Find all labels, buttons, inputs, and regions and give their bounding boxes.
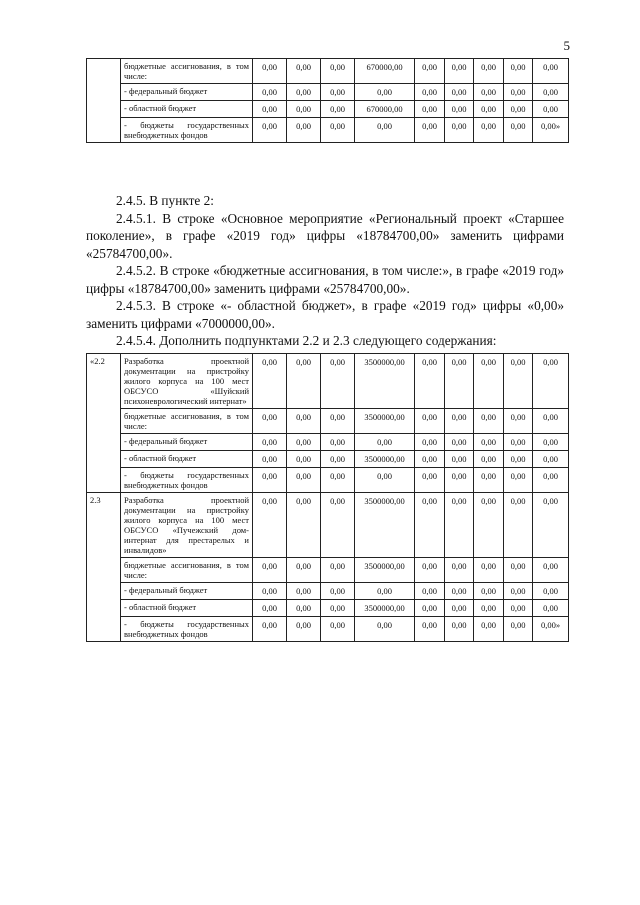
amount-cell: 0,00 <box>253 84 287 101</box>
amount-cell: 0,00 <box>474 101 504 118</box>
amount-cell: 0,00 <box>321 354 355 409</box>
amount-cell: 0,00 <box>355 468 415 493</box>
row-index-cell: 2.3 <box>87 493 121 642</box>
amount-cell: 0,00 <box>321 451 355 468</box>
budget-table-new-subitems <box>86 353 569 642</box>
amount-cell: 0,00 <box>445 409 474 434</box>
budget-table-continuation <box>86 58 569 143</box>
amount-cell: 0,00 <box>287 101 321 118</box>
row-label: Разработка проектной документации на пристройку жилого корпуса на 100 мест ОБСУСО «Шуйский психоневрологический интернат» <box>121 354 253 409</box>
amount-cell: 0,00 <box>504 84 533 101</box>
paragraph-2-4-5-2: 2.4.5.2. В строке «бюджетные ассигнования, в том числе:», в графе «2019 год» цифры «18784700,00» заменить цифрами «25784700,00». <box>86 263 564 296</box>
amount-cell: 0,00 <box>321 118 355 143</box>
amount-cell: 0,00 <box>474 59 504 84</box>
amount-cell: 3500000,00 <box>355 354 415 409</box>
amount-cell: 0,00 <box>287 354 321 409</box>
amount-cell: 0,00 <box>415 409 445 434</box>
amount-cell: 0,00 <box>321 59 355 84</box>
row-label: бюджетные ассигнования, в том числе: <box>121 558 253 583</box>
amount-cell: 0,00 <box>445 583 474 600</box>
row-index-cell <box>87 59 121 143</box>
amount-cell: 0,00 <box>321 84 355 101</box>
amount-cell: 0,00 <box>253 617 287 642</box>
row-label: бюджетные ассигнования, в том числе: <box>121 409 253 434</box>
row-label: - бюджеты государственных внебюджетных фондов <box>121 468 253 493</box>
amount-cell: 0,00 <box>445 434 474 451</box>
row-label: - областной бюджет <box>121 600 253 617</box>
amount-cell: 0,00 <box>355 617 415 642</box>
amount-cell: 0,00 <box>504 558 533 583</box>
amount-cell: 0,00 <box>321 101 355 118</box>
amount-cell: 0,00 <box>253 558 287 583</box>
amount-cell: 0,00 <box>287 84 321 101</box>
amount-cell: 0,00 <box>533 600 569 617</box>
amount-cell: 0,00 <box>474 451 504 468</box>
amount-cell: 0,00 <box>445 617 474 642</box>
row-label: бюджетные ассигнования, в том числе: <box>121 59 253 84</box>
amount-cell: 0,00 <box>253 468 287 493</box>
amount-cell: 0,00 <box>445 59 474 84</box>
amount-cell: 0,00 <box>287 468 321 493</box>
amount-cell: 0,00 <box>287 583 321 600</box>
amount-cell: 0,00 <box>504 101 533 118</box>
amount-cell: 0,00 <box>321 493 355 558</box>
amount-cell: 0,00 <box>321 468 355 493</box>
amount-cell: 0,00 <box>253 409 287 434</box>
row-index-cell: «2.2 <box>87 354 121 493</box>
amount-cell: 0,00 <box>415 354 445 409</box>
amount-cell: 0,00 <box>253 101 287 118</box>
amount-cell: 0,00 <box>533 583 569 600</box>
table-row <box>87 118 569 143</box>
row-label: - федеральный бюджет <box>121 434 253 451</box>
table-row <box>87 101 569 118</box>
table-row <box>87 493 569 558</box>
amount-cell: 0,00 <box>415 118 445 143</box>
amount-cell: 0,00 <box>415 583 445 600</box>
amount-cell: 0,00 <box>445 493 474 558</box>
amount-cell: 0,00 <box>533 558 569 583</box>
amount-cell: 0,00 <box>504 617 533 642</box>
amount-cell: 3500000,00 <box>355 558 415 583</box>
table-row <box>87 583 569 600</box>
amount-cell: 670000,00 <box>355 101 415 118</box>
table-row <box>87 354 569 409</box>
amount-cell: 0,00 <box>474 354 504 409</box>
amount-cell: 0,00 <box>415 101 445 118</box>
amount-cell: 3500000,00 <box>355 409 415 434</box>
amount-cell: 0,00 <box>253 59 287 84</box>
paragraph-2-4-5-3: 2.4.5.3. В строке «- областной бюджет», в графе «2019 год» цифры «0,00» заменить цифрами «7000000,00». <box>86 298 564 331</box>
amount-cell: 0,00» <box>533 118 569 143</box>
amount-cell: 0,00 <box>504 409 533 434</box>
amount-cell: 0,00» <box>533 617 569 642</box>
amount-cell: 0,00 <box>445 118 474 143</box>
amount-cell: 0,00 <box>533 59 569 84</box>
page-number: 5 <box>563 38 570 53</box>
amount-cell: 0,00 <box>474 493 504 558</box>
amount-cell: 0,00 <box>355 84 415 101</box>
amount-cell: 0,00 <box>474 600 504 617</box>
amendment-text <box>86 192 564 350</box>
amount-cell: 0,00 <box>415 493 445 558</box>
amount-cell: 3500000,00 <box>355 493 415 558</box>
amount-cell: 0,00 <box>287 617 321 642</box>
amount-cell: 0,00 <box>504 451 533 468</box>
amount-cell: 0,00 <box>474 434 504 451</box>
amount-cell: 0,00 <box>287 59 321 84</box>
amount-cell: 0,00 <box>355 434 415 451</box>
amount-cell: 0,00 <box>504 434 533 451</box>
amount-cell: 0,00 <box>253 434 287 451</box>
row-label: - областной бюджет <box>121 101 253 118</box>
amount-cell: 0,00 <box>533 84 569 101</box>
amount-cell: 0,00 <box>504 493 533 558</box>
amount-cell: 0,00 <box>445 468 474 493</box>
amount-cell: 0,00 <box>504 59 533 84</box>
row-label: - областной бюджет <box>121 451 253 468</box>
amount-cell: 0,00 <box>415 558 445 583</box>
paragraph-2-4-5: 2.4.5. В пункте 2: <box>116 193 214 208</box>
amount-cell: 0,00 <box>445 451 474 468</box>
amount-cell: 0,00 <box>474 583 504 600</box>
amount-cell: 0,00 <box>287 434 321 451</box>
paragraph-2-4-5-4: 2.4.5.4. Дополнить подпунктами 2.2 и 2.3 следующего содержания: <box>116 333 497 348</box>
amount-cell: 0,00 <box>474 84 504 101</box>
amount-cell: 0,00 <box>445 101 474 118</box>
amount-cell: 0,00 <box>415 451 445 468</box>
table-row <box>87 468 569 493</box>
amount-cell: 0,00 <box>321 617 355 642</box>
row-label: - федеральный бюджет <box>121 583 253 600</box>
row-label: - бюджеты государственных внебюджетных фондов <box>121 617 253 642</box>
amount-cell: 0,00 <box>287 118 321 143</box>
amount-cell: 0,00 <box>533 354 569 409</box>
amount-cell: 0,00 <box>287 409 321 434</box>
table-row <box>87 84 569 101</box>
amount-cell: 0,00 <box>533 409 569 434</box>
amount-cell: 0,00 <box>415 600 445 617</box>
amount-cell: 0,00 <box>321 434 355 451</box>
amount-cell: 0,00 <box>445 354 474 409</box>
amount-cell: 0,00 <box>504 468 533 493</box>
row-label: - бюджеты государственных внебюджетных фондов <box>121 118 253 143</box>
amount-cell: 0,00 <box>474 558 504 583</box>
amount-cell: 0,00 <box>504 600 533 617</box>
amount-cell: 0,00 <box>415 617 445 642</box>
amount-cell: 0,00 <box>287 451 321 468</box>
amount-cell: 0,00 <box>321 558 355 583</box>
amount-cell: 0,00 <box>533 493 569 558</box>
amount-cell: 0,00 <box>253 118 287 143</box>
amount-cell: 0,00 <box>445 558 474 583</box>
amount-cell: 0,00 <box>287 558 321 583</box>
table-row <box>87 434 569 451</box>
amount-cell: 0,00 <box>474 617 504 642</box>
amount-cell: 0,00 <box>504 354 533 409</box>
table-row <box>87 600 569 617</box>
amount-cell: 0,00 <box>415 59 445 84</box>
amount-cell: 0,00 <box>321 583 355 600</box>
amount-cell: 0,00 <box>445 600 474 617</box>
amount-cell: 0,00 <box>321 409 355 434</box>
amount-cell: 0,00 <box>504 118 533 143</box>
amount-cell: 3500000,00 <box>355 600 415 617</box>
amount-cell: 0,00 <box>253 354 287 409</box>
paragraph-2-4-5-1: 2.4.5.1. В строке «Основное мероприятие «Региональный проект «Старшее поколение», в графе «2019 год» цифры «18784700,00» заменить цифрами «25784700,00». <box>86 210 564 261</box>
amount-cell: 0,00 <box>504 583 533 600</box>
amount-cell: 0,00 <box>253 600 287 617</box>
amount-cell: 0,00 <box>533 101 569 118</box>
amount-cell: 0,00 <box>253 493 287 558</box>
table-row <box>87 451 569 468</box>
amount-cell: 670000,00 <box>355 59 415 84</box>
amount-cell: 0,00 <box>253 451 287 468</box>
amount-cell: 0,00 <box>321 600 355 617</box>
amount-cell: 0,00 <box>474 118 504 143</box>
amount-cell: 0,00 <box>253 583 287 600</box>
amount-cell: 0,00 <box>355 583 415 600</box>
amount-cell: 0,00 <box>445 84 474 101</box>
row-label: Разработка проектной документации на пристройку жилого корпуса на 100 мест ОБСУСО «Пучежский дом-интернат для престарелых и инвалидов» <box>121 493 253 558</box>
table-row <box>87 617 569 642</box>
amount-cell: 0,00 <box>415 468 445 493</box>
amount-cell: 0,00 <box>415 84 445 101</box>
amount-cell: 0,00 <box>533 451 569 468</box>
table-row <box>87 558 569 583</box>
amount-cell: 0,00 <box>287 493 321 558</box>
amount-cell: 0,00 <box>533 468 569 493</box>
amount-cell: 0,00 <box>474 409 504 434</box>
amount-cell: 0,00 <box>533 434 569 451</box>
amount-cell: 0,00 <box>355 118 415 143</box>
amount-cell: 3500000,00 <box>355 451 415 468</box>
amount-cell: 0,00 <box>415 434 445 451</box>
row-label: - федеральный бюджет <box>121 84 253 101</box>
table-row <box>87 409 569 434</box>
amount-cell: 0,00 <box>474 468 504 493</box>
table-row <box>87 59 569 84</box>
amount-cell: 0,00 <box>287 600 321 617</box>
